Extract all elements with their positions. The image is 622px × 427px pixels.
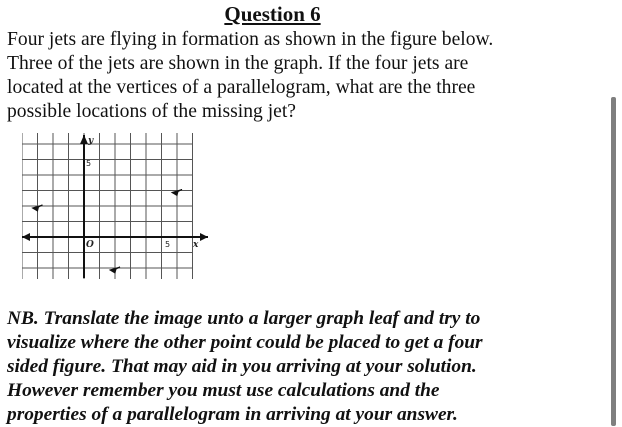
x-axis-label: x [193,240,199,250]
question-line: Four jets are flying in formation as shown in the figure below. [7,29,494,50]
y-axis-arrow [80,135,88,144]
coordinate-graph [22,133,212,279]
note-line: visualize where the other point could be placed to get a four [7,332,483,353]
note-line: properties of a parallelogram in arriving at your answer. [7,404,458,425]
x-axis-arrow [200,233,208,241]
note-line: NB. Translate the image unto a larger graph leaf and try to [7,308,481,329]
vertical-scrollbar[interactable] [611,97,616,426]
x-axis-left-arrow [22,233,30,241]
question-line: located at the vertices of a parallelogram, what are the three [7,77,476,98]
y-tick-label: 5 [86,159,92,168]
note-line: However remember you must use calculations and the [7,380,440,401]
origin-label: O [86,240,94,250]
y-axis-label: y [88,136,94,146]
x-tick-label: 5 [165,240,171,249]
question-title: Question 6 [224,2,321,26]
question-text [7,28,552,124]
graph-grid [22,133,193,279]
question-line: possible locations of the missing jet? [7,101,296,122]
jets-layer [33,190,183,274]
question-line: Three of the jets are shown in the graph. If the four jets are [7,53,469,74]
nb-note [7,307,567,427]
note-line: sided figure. That may aid in you arriving at your solution. [7,356,477,377]
